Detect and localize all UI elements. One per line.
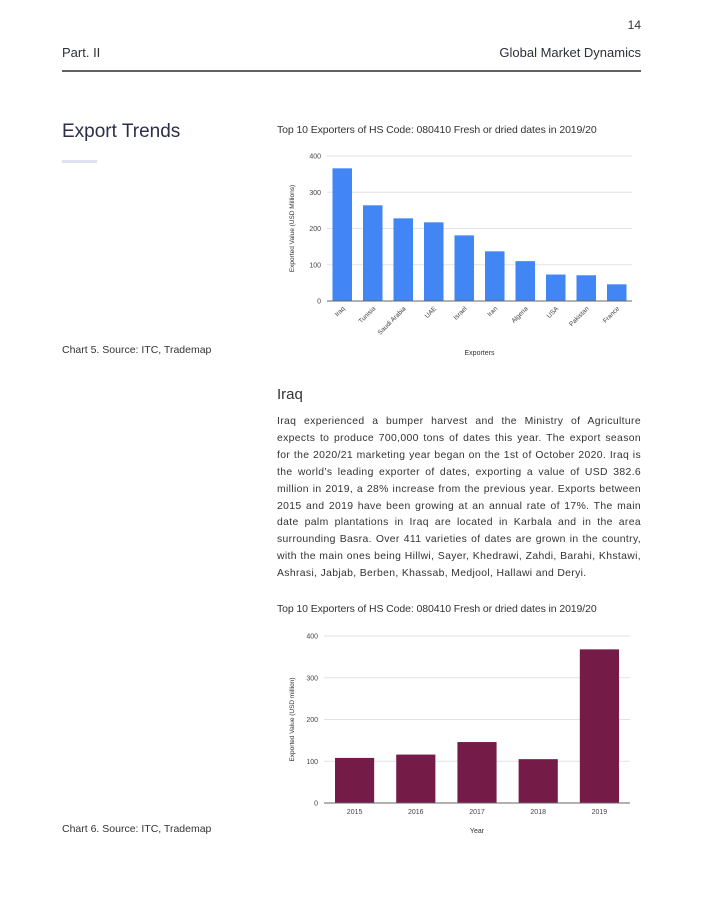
part-label: Part. II: [62, 45, 101, 60]
x-tick-label: 2018: [530, 809, 546, 816]
y-axis-label: Exported Value (USD million): [289, 677, 296, 762]
bar: [519, 759, 558, 803]
header-divider: [62, 70, 641, 72]
bar: [546, 275, 566, 301]
y-tick-label: 200: [306, 717, 318, 724]
x-axis-label: Year: [469, 828, 485, 835]
bar: [393, 218, 413, 301]
x-tick-label: Tunisia: [357, 305, 378, 326]
y-tick-label: 0: [317, 298, 321, 306]
bar: [363, 205, 383, 301]
bar: [515, 261, 535, 301]
bar: [396, 755, 435, 803]
x-tick-label: Iran: [486, 305, 500, 319]
x-tick-label: Iraq: [333, 305, 347, 319]
bar: [335, 758, 374, 803]
bar: [332, 168, 352, 301]
bar: [607, 284, 627, 301]
x-tick-label: Saudi Arabia: [376, 305, 408, 337]
chart5-title: Top 10 Exporters of HS Code: 080410 Fresh or dried dates in 2019/20: [277, 124, 597, 136]
y-tick-label: 0: [314, 800, 318, 808]
bar: [576, 275, 596, 301]
y-tick-label: 200: [309, 226, 321, 233]
bar: [424, 222, 444, 301]
x-tick-label: 2017: [469, 809, 485, 816]
y-tick-label: 400: [306, 633, 318, 641]
page-number: 14: [627, 18, 641, 32]
y-tick-label: 300: [309, 189, 321, 197]
y-tick-label: 400: [309, 153, 321, 161]
bar: [485, 251, 505, 301]
chart5-caption: Chart 5. Source: ITC, Trademap: [62, 344, 212, 356]
y-tick-label: 300: [306, 675, 318, 683]
bar: [454, 235, 474, 301]
chart6-iraq-yearly-bar-chart: [277, 625, 641, 840]
section-header: Global Market Dynamics: [499, 45, 641, 60]
x-tick-label: UAE: [423, 305, 439, 320]
x-tick-label: Israel: [452, 305, 469, 322]
x-tick-label: USA: [545, 305, 561, 320]
title-accent-bar: [62, 160, 97, 163]
x-tick-label: 2019: [591, 809, 608, 816]
y-tick-label: 100: [309, 262, 321, 270]
iraq-heading: Iraq: [277, 386, 303, 403]
iraq-paragraph: Iraq experienced a bumper harvest and the Ministry of Agriculture expects to produce 700,000 tons of dates this year. The export season for the 2020/21 marketing year began on the 1st of October 2020. Iraq is the world’s leading exporter of dates, exporting a value of USD 382.6 million in 2019, a 28% increase from the previous year. Exports between 2015 and 2019 have been growing at an annual rate of 17%. The main date palm plantations in Iraq are located in Karbala and in the area surrounding Basra. Over 411 varieties of dates are grown in the country, with the main ones being Hillwi, Sayer, Khedrawi, Zahdi, Barahi, Khstawi, Ashrasi, Jabjab, Berben, Khassab, Medjool, Hallawi and Deryi.: [277, 416, 641, 580]
chart5-exporters-bar-chart: [277, 145, 641, 365]
x-tick-label: 2015: [346, 809, 363, 816]
x-axis-label: Exporters: [464, 350, 495, 357]
chart6-caption: Chart 6. Source: ITC, Trademap: [62, 823, 212, 835]
bar: [457, 742, 496, 803]
y-tick-label: 100: [306, 758, 318, 766]
bar: [580, 649, 619, 803]
chart6-title: Top 10 Exporters of HS Code: 080410 Fresh or dried dates in 2019/20: [277, 603, 597, 615]
section-title: Export Trends: [62, 121, 181, 142]
x-tick-label: Algeria: [510, 305, 530, 325]
x-tick-label: 2016: [408, 809, 424, 816]
y-axis-label: Exported Value (USD Millions): [289, 184, 296, 273]
x-tick-label: Pakistan: [568, 305, 591, 329]
x-tick-label: France: [601, 305, 622, 325]
